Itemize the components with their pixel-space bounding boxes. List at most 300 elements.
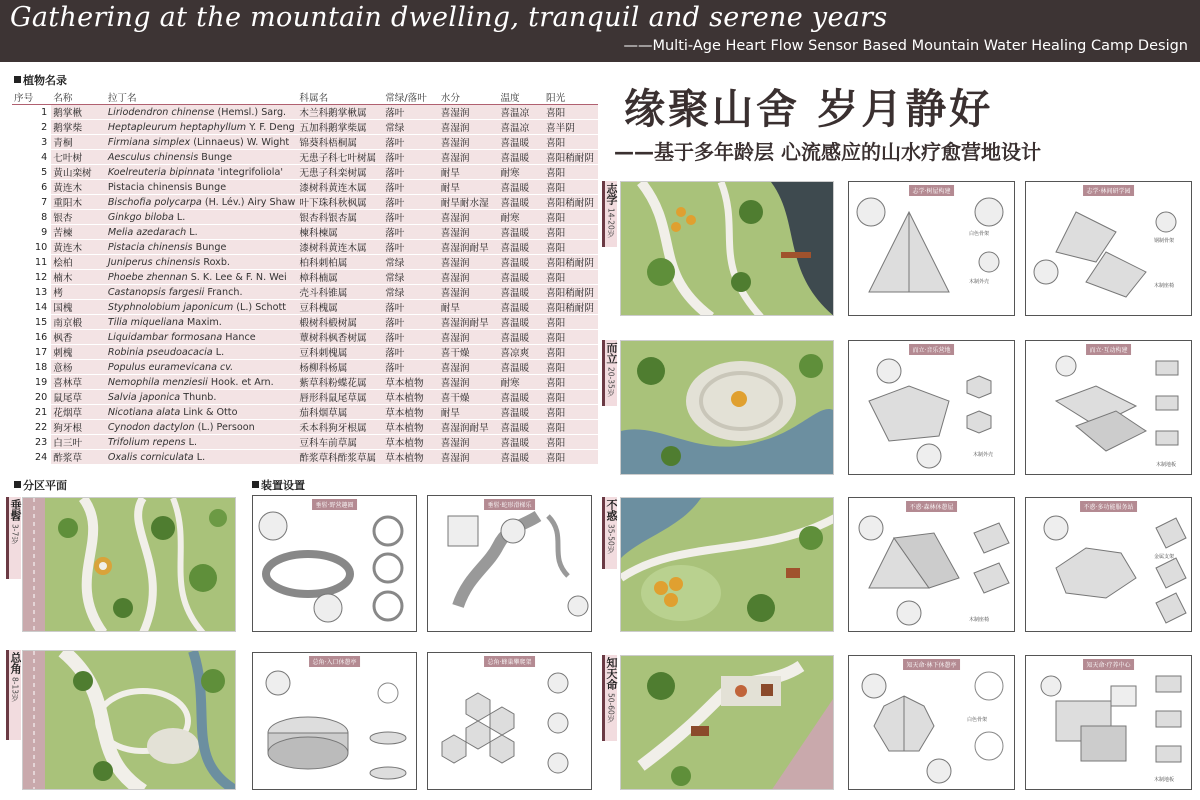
table-cell-water: 喜湿润 bbox=[439, 360, 499, 375]
english-subtitle: ——Multi-Age Heart Flow Sensor Based Mountain Water Healing Camp Design bbox=[623, 38, 1188, 54]
zoning-map-chuitiao bbox=[22, 497, 236, 632]
table-cell-cn: 栲 bbox=[51, 285, 106, 300]
table-cell-latin bbox=[106, 285, 298, 300]
table-cell-fam: 锦葵科梧桐属 bbox=[297, 135, 383, 150]
latin-genus-species: Populus euramevicana cv. bbox=[107, 361, 234, 373]
stage-tag-chuitiao: 垂髫 3-7岁 bbox=[6, 497, 21, 579]
table-cell-water: 喜湿润 bbox=[439, 225, 499, 240]
table-row bbox=[12, 420, 598, 435]
table-row bbox=[12, 390, 598, 405]
zoning-map-erli bbox=[620, 340, 834, 475]
table-cell-cn: 黄山栾树 bbox=[51, 165, 106, 180]
table-cell-temp: 喜温暖 bbox=[498, 450, 544, 465]
plant-table bbox=[12, 90, 598, 465]
table-cell-ever: 草本植物 bbox=[383, 420, 439, 435]
table-cell-temp: 喜温暖 bbox=[498, 330, 544, 345]
latin-genus-species: Koelreuteria bipinnata bbox=[107, 166, 215, 178]
table-cell-sun: 喜阳稍耐阴 bbox=[544, 255, 598, 270]
table-cell-ever: 落叶 bbox=[383, 165, 439, 180]
table-cell-cn: 苦楝 bbox=[51, 225, 106, 240]
device-card-zongjiao-honeycomb: 总角·蜂巢攀爬架 bbox=[427, 652, 592, 790]
table-cell-ever: 草本植物 bbox=[383, 435, 439, 450]
table-cell-temp: 喜温暖 bbox=[498, 315, 544, 330]
table-row bbox=[12, 315, 598, 330]
table-cell-ever: 常绿 bbox=[383, 270, 439, 285]
latin-genus-species: Firmiana simplex bbox=[107, 136, 191, 148]
latin-genus-species: Pistacia chinensis bbox=[107, 241, 193, 253]
latin-authority: L. bbox=[196, 451, 206, 463]
latin-genus-species: Liriodendron chinense bbox=[107, 106, 215, 118]
table-row bbox=[12, 435, 598, 450]
table-cell-cn: 南京椴 bbox=[51, 315, 106, 330]
table-cell-latin bbox=[106, 255, 298, 270]
table-cell-no: 6 bbox=[12, 180, 51, 195]
table-row bbox=[12, 165, 598, 180]
table-cell-fam: 豆科车前草属 bbox=[297, 435, 383, 450]
table-cell-cn: 酢浆草 bbox=[51, 450, 106, 465]
table-cell-temp: 喜温暖 bbox=[498, 405, 544, 420]
table-cell-fam: 楝科楝属 bbox=[297, 225, 383, 240]
table-cell-latin bbox=[106, 225, 298, 240]
table-cell-sun: 喜阳 bbox=[544, 135, 598, 150]
table-cell-temp: 喜温暖 bbox=[498, 420, 544, 435]
table-cell-water: 喜湿润耐旱 bbox=[439, 315, 499, 330]
table-row bbox=[12, 450, 598, 465]
latin-genus-species: Heptapleurum heptaphyllum bbox=[107, 121, 247, 133]
table-cell-temp: 喜温暖 bbox=[498, 195, 544, 210]
table-cell-fam: 禾本科狗牙根属 bbox=[297, 420, 383, 435]
stage-tag-erli: 而立 20-35岁 bbox=[602, 340, 617, 406]
table-cell-water: 喜湿润 bbox=[439, 120, 499, 135]
latin-genus-species: Robinia pseudoacacia bbox=[107, 346, 213, 358]
table-cell-sun: 喜阳 bbox=[544, 180, 598, 195]
latin-authority: S. K. Lee & F. N. Wei bbox=[190, 271, 287, 283]
table-cell-sun: 喜阳 bbox=[544, 345, 598, 360]
table-cell-sun: 喜阳稍耐阴 bbox=[544, 300, 598, 315]
table-cell-latin bbox=[106, 195, 298, 210]
latin-genus-species: Tilia miqueliana bbox=[107, 316, 184, 328]
table-cell-water: 耐旱 bbox=[439, 165, 499, 180]
latin-genus-species: Styphnolobium japonicum bbox=[107, 301, 234, 313]
plant-table-body bbox=[12, 105, 598, 465]
table-cell-temp: 耐寒 bbox=[498, 210, 544, 225]
latin-authority: L. bbox=[188, 436, 197, 448]
device-card-erli-interactive: 而立·互动构建 木制地板 bbox=[1025, 340, 1192, 475]
table-cell-cn: 黄连木 bbox=[51, 240, 106, 255]
zoning-map-zhitianming bbox=[620, 655, 834, 790]
table-cell-ever: 落叶 bbox=[383, 180, 439, 195]
latin-authority: L. bbox=[215, 346, 225, 358]
latin-authority: Thunb. bbox=[183, 391, 217, 403]
table-cell-no: 10 bbox=[12, 240, 51, 255]
table-row bbox=[12, 330, 598, 345]
latin-genus-species: Juniperus chinensis bbox=[107, 256, 201, 268]
header-cell: 序号 bbox=[12, 90, 51, 105]
table-cell-fam: 柏科刺柏属 bbox=[297, 255, 383, 270]
latin-genus-species: Phoebe zhennan bbox=[107, 271, 188, 283]
table-cell-water: 喜湿润 bbox=[439, 135, 499, 150]
table-cell-cn: 七叶树 bbox=[51, 150, 106, 165]
table-cell-sun: 喜阳 bbox=[544, 420, 598, 435]
table-cell-latin bbox=[106, 315, 298, 330]
table-cell-fam: 唇形科鼠尾草属 bbox=[297, 390, 383, 405]
latin-genus-species: Liquidambar formosana bbox=[107, 331, 223, 343]
table-cell-sun: 喜阳 bbox=[544, 330, 598, 345]
table-cell-cn: 花烟草 bbox=[51, 405, 106, 420]
table-cell-no: 12 bbox=[12, 270, 51, 285]
table-cell-water: 喜湿润 bbox=[439, 375, 499, 390]
device-card-erli-music: 而立·音乐营地 木制外壳 bbox=[848, 340, 1015, 475]
table-cell-sun: 喜阳稍耐阴 bbox=[544, 150, 598, 165]
table-cell-no: 3 bbox=[12, 135, 51, 150]
table-cell-cn: 银杏 bbox=[51, 210, 106, 225]
device-card-chuitiao-slide: 垂髫·蛇形滑梯乐 bbox=[427, 495, 592, 632]
table-cell-sun: 喜阳 bbox=[544, 240, 598, 255]
table-cell-sun: 喜阳 bbox=[544, 450, 598, 465]
table-cell-temp: 喜温暖 bbox=[498, 285, 544, 300]
table-cell-latin bbox=[106, 360, 298, 375]
table-cell-sun: 喜阳 bbox=[544, 165, 598, 180]
device-card-zhixue-treehouse: 志学·树屋构建 白色骨架 木制外壳 bbox=[848, 181, 1015, 316]
table-cell-latin bbox=[106, 420, 298, 435]
table-cell-water: 喜湿润 bbox=[439, 285, 499, 300]
table-cell-fam: 无患子科栾树属 bbox=[297, 165, 383, 180]
table-cell-water: 喜湿润耐旱 bbox=[439, 240, 499, 255]
device-card-buhuo-hut: 不惑·森林休憩屋 木制座椅 bbox=[848, 497, 1015, 632]
table-cell-water: 耐旱 bbox=[439, 180, 499, 195]
table-cell-fam: 五加科鹅掌柴属 bbox=[297, 120, 383, 135]
table-cell-no: 21 bbox=[12, 405, 51, 420]
table-cell-cn: 黄连木 bbox=[51, 180, 106, 195]
table-row bbox=[12, 285, 598, 300]
square-bullet-icon bbox=[14, 76, 21, 83]
table-cell-latin bbox=[106, 330, 298, 345]
latin-genus-species: Trifolium repens bbox=[107, 436, 186, 448]
table-cell-cn: 喜林草 bbox=[51, 375, 106, 390]
table-cell-latin bbox=[106, 105, 298, 120]
table-cell-water: 喜干燥 bbox=[439, 345, 499, 360]
table-cell-cn: 鹅掌柴 bbox=[51, 120, 106, 135]
table-cell-fam: 木兰科鹅掌楸属 bbox=[297, 105, 383, 120]
latin-authority: Y. F. Deng bbox=[249, 121, 295, 133]
table-cell-water: 喜湿润 bbox=[439, 330, 499, 345]
table-cell-no: 22 bbox=[12, 420, 51, 435]
table-row bbox=[12, 150, 598, 165]
table-cell-temp: 喜温暖 bbox=[498, 225, 544, 240]
table-cell-latin bbox=[106, 390, 298, 405]
latin-authority: Bunge bbox=[201, 151, 232, 163]
table-cell-latin bbox=[106, 120, 298, 135]
latin-genus-species: Castanopsis fargesii bbox=[107, 286, 205, 298]
table-cell-no: 16 bbox=[12, 330, 51, 345]
table-row bbox=[12, 360, 598, 375]
table-cell-sun: 喜半阴 bbox=[544, 120, 598, 135]
table-cell-latin bbox=[106, 300, 298, 315]
zoning-map-buhuo bbox=[620, 497, 834, 632]
table-cell-sun: 喜阳 bbox=[544, 315, 598, 330]
device-setup-label: 装置设置 bbox=[252, 477, 305, 493]
table-cell-ever: 常绿 bbox=[383, 285, 439, 300]
square-bullet-icon bbox=[14, 481, 21, 488]
table-cell-ever: 落叶 bbox=[383, 315, 439, 330]
header-cell: 温度 bbox=[498, 90, 544, 105]
table-cell-fam: 无患子科七叶树属 bbox=[297, 150, 383, 165]
latin-genus-species: Cynodon dactylon bbox=[107, 421, 195, 433]
zoning-map-zhixue bbox=[620, 181, 834, 316]
table-cell-ever: 常绿 bbox=[383, 120, 439, 135]
stage-tag-zhitianming: 知天命 50-60岁 bbox=[602, 655, 617, 741]
latin-authority: Link & Otto bbox=[183, 406, 238, 418]
table-cell-temp: 耐寒 bbox=[498, 375, 544, 390]
table-cell-ever: 落叶 bbox=[383, 345, 439, 360]
table-cell-cn: 桧柏 bbox=[51, 255, 106, 270]
table-row bbox=[12, 345, 598, 360]
table-cell-sun: 喜阳稍耐阴 bbox=[544, 285, 598, 300]
latin-authority: Pistacia chinensis Bunge bbox=[107, 181, 227, 193]
zoning-plan-label: 分区平面 bbox=[14, 477, 67, 493]
table-cell-no: 24 bbox=[12, 450, 51, 465]
table-cell-water: 耐旱 bbox=[439, 300, 499, 315]
header-cell: 名称 bbox=[51, 90, 106, 105]
table-cell-temp: 喜温凉 bbox=[498, 120, 544, 135]
table-cell-cn: 枫香 bbox=[51, 330, 106, 345]
latin-genus-species: Melia azedarach bbox=[107, 226, 187, 238]
table-cell-latin bbox=[106, 240, 298, 255]
table-cell-temp: 喜温暖 bbox=[498, 270, 544, 285]
table-cell-sun: 喜阳 bbox=[544, 375, 598, 390]
latin-authority: (H. Lév.) Airy Shaw bbox=[204, 196, 296, 208]
latin-authority: Bunge bbox=[195, 241, 227, 253]
table-cell-no: 7 bbox=[12, 195, 51, 210]
table-cell-temp: 喜温暖 bbox=[498, 180, 544, 195]
plant-list-label: 植物名录 bbox=[14, 72, 67, 88]
table-cell-cn: 白三叶 bbox=[51, 435, 106, 450]
table-cell-temp: 喜温凉 bbox=[498, 105, 544, 120]
table-cell-water: 喜干燥 bbox=[439, 390, 499, 405]
table-cell-latin bbox=[106, 180, 298, 195]
table-cell-temp: 喜温暖 bbox=[498, 240, 544, 255]
table-cell-no: 17 bbox=[12, 345, 51, 360]
table-row bbox=[12, 405, 598, 420]
table-cell-fam: 茄科烟草属 bbox=[297, 405, 383, 420]
table-cell-fam: 蕈树科枫香树属 bbox=[297, 330, 383, 345]
device-card-zhitianming-pavilion: 知天命·林下休憩亭 白色骨架 bbox=[848, 655, 1015, 790]
table-cell-latin bbox=[106, 150, 298, 165]
table-cell-fam: 叶下珠科秋枫属 bbox=[297, 195, 383, 210]
table-cell-no: 20 bbox=[12, 390, 51, 405]
latin-authority: 'integrifoliola' bbox=[217, 166, 283, 178]
table-cell-no: 19 bbox=[12, 375, 51, 390]
table-row bbox=[12, 375, 598, 390]
table-cell-temp: 喜温暖 bbox=[498, 435, 544, 450]
table-cell-sun: 喜阳 bbox=[544, 225, 598, 240]
device-card-chuitiao-ring: 垂髫·野营趣圈 bbox=[252, 495, 417, 632]
table-cell-ever: 落叶 bbox=[383, 360, 439, 375]
latin-authority: (L.) Persoon bbox=[197, 421, 255, 433]
latin-authority: (Hemsl.) Sarg. bbox=[217, 106, 287, 118]
table-cell-ever: 落叶 bbox=[383, 240, 439, 255]
header-cell: 常绿/落叶 bbox=[383, 90, 439, 105]
table-cell-no: 5 bbox=[12, 165, 51, 180]
table-cell-cn: 鼠尾草 bbox=[51, 390, 106, 405]
table-cell-latin bbox=[106, 210, 298, 225]
latin-genus-species: Bischofia polycarpa bbox=[107, 196, 202, 208]
table-cell-sun: 喜阳 bbox=[544, 360, 598, 375]
table-cell-temp: 耐寒 bbox=[498, 165, 544, 180]
device-card-zhitianming-center: 知天命·疗养中心 木制地板 bbox=[1025, 655, 1192, 790]
table-header-row bbox=[12, 90, 598, 105]
latin-authority: L. bbox=[176, 211, 186, 223]
header-banner bbox=[0, 0, 1200, 62]
table-cell-sun: 喜阳 bbox=[544, 105, 598, 120]
latin-genus-species: Aesculus chinensis bbox=[107, 151, 199, 163]
latin-genus-species: Salvia japonica bbox=[107, 391, 181, 403]
table-cell-fam: 紫草科粉蝶花属 bbox=[297, 375, 383, 390]
latin-genus-species: Ginkgo biloba bbox=[107, 211, 174, 223]
table-cell-ever: 落叶 bbox=[383, 225, 439, 240]
table-row bbox=[12, 105, 598, 120]
table-cell-fam: 豆科刺槐属 bbox=[297, 345, 383, 360]
table-cell-latin bbox=[106, 135, 298, 150]
table-cell-no: 18 bbox=[12, 360, 51, 375]
table-cell-sun: 喜阳 bbox=[544, 390, 598, 405]
table-cell-water: 喜湿润 bbox=[439, 435, 499, 450]
table-cell-sun: 喜阳稍耐阴 bbox=[544, 195, 598, 210]
table-row bbox=[12, 225, 598, 240]
table-cell-ever: 草本植物 bbox=[383, 405, 439, 420]
table-cell-cn: 意杨 bbox=[51, 360, 106, 375]
latin-authority: Hook. et Arn. bbox=[210, 376, 274, 388]
table-cell-temp: 喜温暖 bbox=[498, 150, 544, 165]
table-cell-ever: 常绿 bbox=[383, 255, 439, 270]
table-cell-latin bbox=[106, 435, 298, 450]
table-row bbox=[12, 255, 598, 270]
table-cell-no: 15 bbox=[12, 315, 51, 330]
latin-authority: L. bbox=[189, 226, 198, 238]
table-cell-fam: 漆树科黄连木属 bbox=[297, 240, 383, 255]
table-cell-no: 11 bbox=[12, 255, 51, 270]
table-cell-cn: 刺槐 bbox=[51, 345, 106, 360]
header-cell: 阳光 bbox=[544, 90, 598, 105]
latin-authority: (L.) Schott bbox=[236, 301, 287, 313]
table-cell-ever: 落叶 bbox=[383, 210, 439, 225]
table-cell-latin bbox=[106, 375, 298, 390]
table-cell-sun: 喜阳 bbox=[544, 405, 598, 420]
latin-authority: Franch. bbox=[207, 286, 243, 298]
header-cell: 科属名 bbox=[297, 90, 383, 105]
table-row bbox=[12, 135, 598, 150]
table-cell-water: 耐旱 bbox=[439, 405, 499, 420]
table-cell-sun: 喜阳 bbox=[544, 270, 598, 285]
latin-authority: (Linnaeus) W. Wight bbox=[193, 136, 290, 148]
table-cell-water: 喜湿润 bbox=[439, 255, 499, 270]
latin-authority: Maxim. bbox=[186, 316, 222, 328]
table-cell-water: 喜湿润耐旱 bbox=[439, 420, 499, 435]
table-cell-ever: 草本植物 bbox=[383, 390, 439, 405]
table-cell-ever: 草本植物 bbox=[383, 450, 439, 465]
table-cell-water: 喜湿润 bbox=[439, 150, 499, 165]
table-row bbox=[12, 180, 598, 195]
table-cell-ever: 落叶 bbox=[383, 195, 439, 210]
table-row bbox=[12, 300, 598, 315]
table-cell-no: 8 bbox=[12, 210, 51, 225]
table-cell-cn: 重阳木 bbox=[51, 195, 106, 210]
device-card-zhixue-study: 志学·林间研学园 钢制骨架 木制座椅 bbox=[1025, 181, 1192, 316]
table-cell-no: 1 bbox=[12, 105, 51, 120]
header-cell: 拉丁名 bbox=[106, 90, 298, 105]
stage-tag-buhuo: 不惑 35-50岁 bbox=[602, 497, 617, 569]
table-cell-fam: 壳斗科锥属 bbox=[297, 285, 383, 300]
table-row bbox=[12, 195, 598, 210]
table-cell-water: 喜湿润 bbox=[439, 105, 499, 120]
latin-authority: Roxb. bbox=[203, 256, 230, 268]
table-cell-latin bbox=[106, 405, 298, 420]
table-cell-fam: 银杏科银杏属 bbox=[297, 210, 383, 225]
table-cell-ever: 落叶 bbox=[383, 300, 439, 315]
chinese-subtitle: ——基于多年龄层 心流感应的山水疗愈营地设计 bbox=[614, 140, 1041, 164]
header-cell: 水分 bbox=[439, 90, 499, 105]
english-title: Gathering at the mountain dwelling, tranquil and serene years bbox=[10, 2, 888, 33]
table-row bbox=[12, 240, 598, 255]
table-cell-latin bbox=[106, 450, 298, 465]
table-cell-water: 喜湿润 bbox=[439, 450, 499, 465]
table-row bbox=[12, 210, 598, 225]
table-cell-latin bbox=[106, 345, 298, 360]
table-cell-cn: 国槐 bbox=[51, 300, 106, 315]
table-cell-temp: 喜温暖 bbox=[498, 360, 544, 375]
table-cell-sun: 喜阳 bbox=[544, 210, 598, 225]
table-cell-cn: 青桐 bbox=[51, 135, 106, 150]
table-cell-ever: 落叶 bbox=[383, 330, 439, 345]
table-cell-cn: 鹅掌楸 bbox=[51, 105, 106, 120]
stage-tag-zhixue: 志学 14-20岁 bbox=[602, 181, 617, 247]
table-cell-fam: 漆树科黄连木属 bbox=[297, 180, 383, 195]
table-cell-no: 23 bbox=[12, 435, 51, 450]
table-cell-temp: 喜温暖 bbox=[498, 300, 544, 315]
latin-genus-species: Nemophila menziesii bbox=[107, 376, 208, 388]
latin-authority: Hance bbox=[225, 331, 256, 343]
table-cell-temp: 喜温暖 bbox=[498, 255, 544, 270]
table-cell-water: 喜湿润 bbox=[439, 210, 499, 225]
table-cell-temp: 喜温暖 bbox=[498, 390, 544, 405]
chinese-title: 缘聚山舍 岁月静好 bbox=[624, 85, 994, 133]
table-cell-fam: 酢浆草科酢浆草属 bbox=[297, 450, 383, 465]
latin-genus-species: Oxalis corniculata bbox=[107, 451, 194, 463]
square-bullet-icon bbox=[252, 481, 259, 488]
table-cell-cn: 狗牙根 bbox=[51, 420, 106, 435]
table-cell-no: 2 bbox=[12, 120, 51, 135]
table-cell-latin bbox=[106, 270, 298, 285]
table-cell-fam: 豆科槐属 bbox=[297, 300, 383, 315]
table-cell-ever: 草本植物 bbox=[383, 375, 439, 390]
table-row bbox=[12, 120, 598, 135]
table-cell-water: 耐旱耐水湿 bbox=[439, 195, 499, 210]
table-cell-ever: 落叶 bbox=[383, 135, 439, 150]
table-cell-ever: 落叶 bbox=[383, 105, 439, 120]
table-cell-no: 9 bbox=[12, 225, 51, 240]
table-cell-latin bbox=[106, 165, 298, 180]
table-cell-fam: 杨柳科杨属 bbox=[297, 360, 383, 375]
device-card-zongjiao-pavilion: 总角·入口休憩亭 bbox=[252, 652, 417, 790]
table-cell-no: 4 bbox=[12, 150, 51, 165]
table-cell-cn: 楠木 bbox=[51, 270, 106, 285]
table-cell-fam: 樟科楠属 bbox=[297, 270, 383, 285]
zoning-map-zongjiao bbox=[22, 650, 236, 790]
table-cell-ever: 落叶 bbox=[383, 150, 439, 165]
table-cell-temp: 喜凉爽 bbox=[498, 345, 544, 360]
latin-genus-species: Nicotiana alata bbox=[107, 406, 181, 418]
device-card-buhuo-station: 不惑·多功能服务站 金属支架 bbox=[1025, 497, 1192, 632]
